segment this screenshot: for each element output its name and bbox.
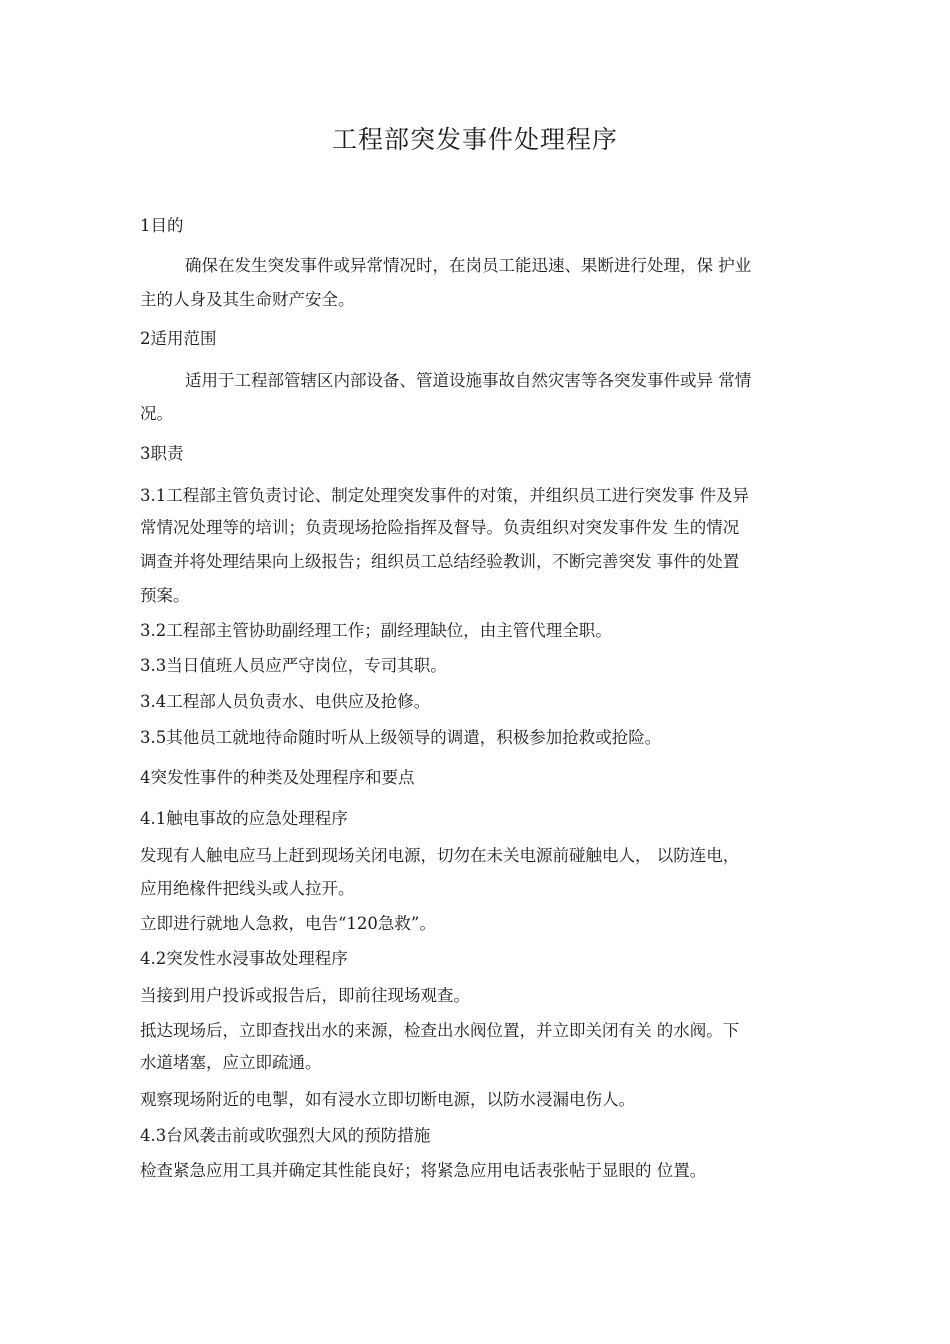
paragraph-line: 适用于工程部管辖区内部设备、管道设施事故自然灾害等各突发事件或异 常情 [185, 371, 752, 390]
paragraph-line: 抵达现场后，立即查找出水的来源，检查出水阀位置，并立即关闭有关 的水阀。下 [140, 1021, 740, 1040]
paragraph-line: 当接到用户投诉或报告后，即前往现场观查。 [140, 986, 470, 1005]
paragraph-line: 常情况处理等的培训；负责现场抢险指挥及督导。负责组织对突发事件发 生的情况 [140, 518, 740, 537]
section-heading: 4突发性事件的种类及处理程序和要点 [140, 768, 415, 787]
paragraph-line: 况。 [140, 404, 173, 423]
paragraph-line: 调查并将处理结果向上级报告；组织员工总结经验教训，不断完善突发 事件的处置 [140, 552, 740, 571]
paragraph-line: 主的人身及其生命财产安全。 [140, 290, 355, 309]
paragraph-line: 预案。 [140, 586, 190, 605]
paragraph-line: 3.2工程部主管协助副经理工作；副经理缺位，由主管代理全职。 [140, 621, 612, 640]
section-heading: 3职责 [140, 444, 184, 463]
paragraph-line: 3.3当日值班人员应严守岗位，专司其职。 [140, 656, 447, 675]
paragraph-line: 3.4工程部人员负责水、电供应及抢修。 [140, 692, 431, 711]
subsection-heading: 4.1触电事故的应急处理程序 [140, 809, 348, 828]
document-title: 工程部突发事件处理程序 [331, 125, 618, 154]
paragraph-line: 3.5其他员工就地待命随时听从上级领导的调遣，积极参加抢救或抢险。 [140, 728, 662, 747]
section-heading: 1目的 [140, 216, 184, 235]
paragraph-line: 确保在发生突发事件或异常情况时，在岗员工能迅速、果断进行处理，保 护业 [185, 256, 752, 275]
subsection-heading: 4.2突发性水浸事故处理程序 [140, 949, 348, 968]
paragraph-line: 发现有人触电应马上赶到现场关闭电源，切勿在未关电源前碰触电人， 以防连电， [140, 846, 740, 865]
paragraph-line: 观察现场附近的电掣，如有浸水立即切断电源，以防水浸漏电伤人。 [140, 1090, 635, 1109]
paragraph-line: 检查紧急应用工具并确定其性能良好；将紧急应用电话表张帖于显眼的 位置。 [140, 1161, 707, 1180]
paragraph-line: 3.1工程部主管负责讨论、制定处理突发事件的对策，并组织员工进行突发事 件及异 [140, 486, 749, 505]
section-heading: 2适用范围 [140, 329, 217, 348]
paragraph-line: 应用绝椽件把线头或人拉开。 [140, 879, 355, 898]
subsection-heading: 4.3台风袭击前或吹强烈大风的预防措施 [140, 1126, 431, 1145]
paragraph-line: 水道堵塞，应立即疏通。 [140, 1053, 322, 1072]
paragraph-line: 立即进行就地人急救，电告“120急救”。 [140, 914, 436, 933]
